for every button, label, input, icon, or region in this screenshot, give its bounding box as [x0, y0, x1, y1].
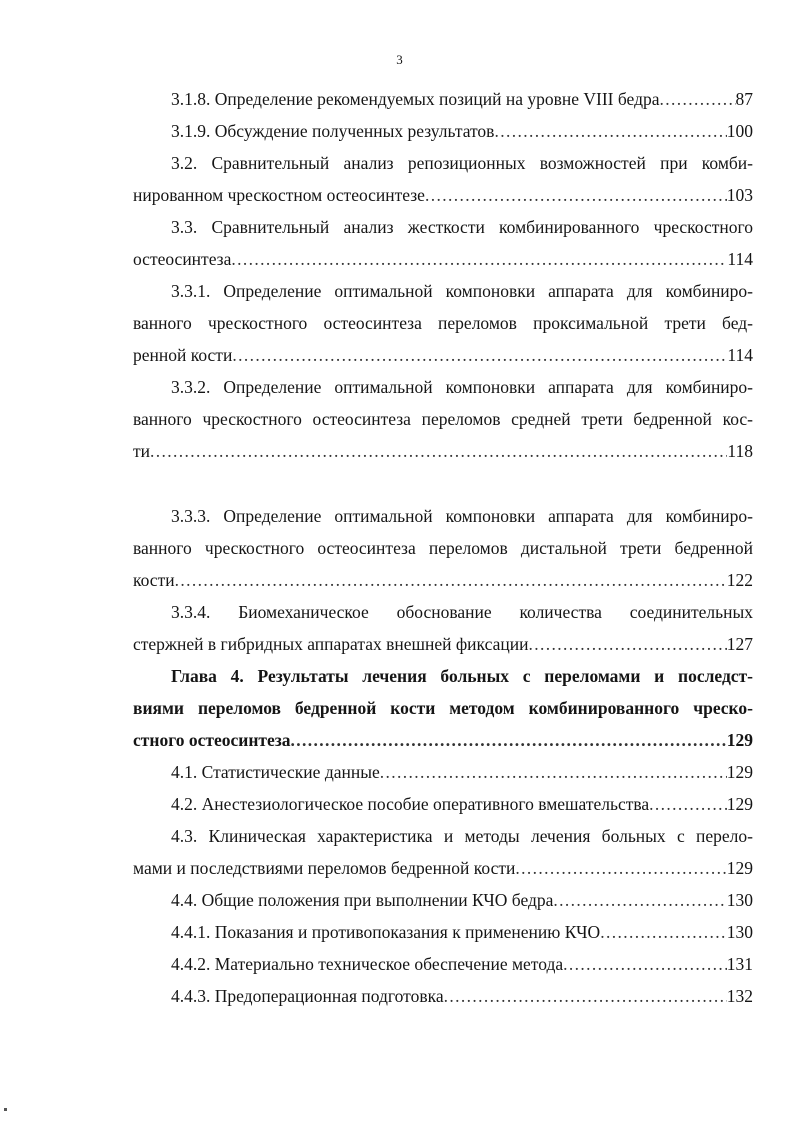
toc-line-e332-3: [133, 435, 753, 467]
toc-entry-text: 4.4.3. Предоперационная подготовка: [171, 986, 444, 1006]
toc-line-e332-1: 3.3.2. Определение оптимальной компоновки аппарата для комбиниро-: [171, 377, 753, 397]
toc-page-number: 130: [726, 890, 753, 910]
leader-dots: [660, 83, 736, 115]
toc-line-e33-2: [133, 243, 753, 275]
toc-entry-text: 4.2. Анестезиологическое пособие оперативного вмешательства: [171, 794, 650, 814]
leader-dots: [553, 884, 726, 916]
leader-dots: [649, 788, 727, 820]
toc-page-number: 132: [726, 986, 753, 1006]
toc-entry-text: 4.4. Общие положения при выполнении КЧО бедра: [171, 890, 554, 910]
leader-dots: [425, 179, 727, 211]
toc-entry-text: стного остеосинтеза: [133, 730, 291, 750]
leader-dots: [494, 115, 726, 147]
leader-dots: [175, 564, 727, 596]
toc-entry-text: 4.4.1. Показания и противопоказания к применению КЧО: [171, 922, 601, 942]
toc-line-e32-1: 3.2. Сравнительный анализ репозиционных возможностей при комби-: [171, 153, 753, 173]
toc-page-number: 129: [726, 730, 753, 750]
toc-line-e32-2: [133, 179, 753, 211]
toc-entry-text: 3.1.9. Обсуждение полученных результатов: [171, 121, 495, 141]
toc-line-e44-1: [133, 884, 753, 916]
toc-line-e333-3: [133, 564, 753, 596]
toc-entry-text: мами и последствиями переломов бедренной кости: [133, 858, 516, 878]
toc-line-e41-1: [133, 756, 753, 788]
scan-speck: [4, 1108, 7, 1111]
toc-entry-text: 3.1.8. Определение рекомендуемых позиций на уровне VIII бедра: [171, 89, 660, 109]
toc-entry-text: стержней в гибридных аппаратах внешней фиксации: [133, 634, 529, 654]
leader-dots: [231, 243, 727, 275]
toc-line-e333-1: 3.3.3. Определение оптимальной компоновки аппарата для комбиниро-: [171, 506, 753, 526]
toc-page-number: 131: [726, 954, 753, 974]
leader-dots: [380, 756, 727, 788]
toc-line-e42-1: [133, 788, 753, 820]
toc-page-number: 118: [727, 441, 753, 461]
toc-entry-text: нированном чрескостном остеосинтезе: [133, 185, 425, 205]
toc-page-number: 129: [726, 794, 753, 814]
toc-page-number: 127: [726, 634, 753, 654]
toc-line-ch4-1: Глава 4. Результаты лечения больных с переломами и последст-: [171, 666, 753, 686]
toc-line-e319-1: [133, 115, 753, 147]
toc-line-e333-2: ванного чрескостного остеосинтеза переломов дистальной трети бедренной: [133, 538, 753, 558]
toc-line-e331-3: [133, 339, 753, 371]
toc-page-number: 129: [726, 762, 753, 782]
toc-page-number: 87: [735, 89, 753, 109]
leader-dots: [444, 980, 727, 1012]
leader-dots: [600, 916, 727, 948]
toc-line-e33-1: 3.3. Сравнительный анализ жесткости комбинированного чрескостного: [171, 217, 753, 237]
leader-dots: [291, 724, 727, 756]
toc-line-e442-1: [133, 948, 753, 980]
toc-page-number: 103: [726, 185, 753, 205]
toc-page-number: 114: [727, 345, 753, 365]
toc-entry-text: ти: [133, 441, 151, 461]
toc-entry-text: ренной кости: [133, 345, 233, 365]
toc-entry-text: кости: [133, 570, 175, 590]
toc-line-e443-1: [133, 980, 753, 1012]
page-number: 3: [396, 52, 403, 67]
toc-line-ch4-3: [133, 724, 753, 756]
toc-line-e331-1: 3.3.1. Определение оптимальной компоновки аппарата для комбиниро-: [171, 281, 753, 301]
toc-page-number: 114: [727, 249, 753, 269]
toc-line-e334-1: 3.3.4. Биомеханическое обоснование количества соединительных: [171, 602, 753, 622]
toc-entry-text: 4.4.2. Материально техническое обеспечение метода: [171, 954, 564, 974]
toc-line-e441-1: [133, 916, 753, 948]
toc-page-number: 130: [726, 922, 753, 942]
toc-page-number: 122: [726, 570, 753, 590]
toc-line-e332-2: ванного чрескостного остеосинтеза переломов средней трети бедренной кос-: [133, 409, 753, 429]
leader-dots: [515, 852, 726, 884]
toc-page-number: 100: [726, 121, 753, 141]
leader-dots: [150, 435, 727, 467]
toc-line-ch4-2: виями переломов бедренной кости методом комбинированного чреско-: [133, 698, 753, 718]
toc-page-number: 129: [726, 858, 753, 878]
toc-entry-text: 4.1. Статистические данные: [171, 762, 380, 782]
toc-line-e331-2: ванного чрескостного остеосинтеза переломов проксимальной трети бед-: [133, 313, 753, 333]
leader-dots: [563, 948, 727, 980]
leader-dots: [232, 339, 727, 371]
toc-entry-text: остеосинтеза: [133, 249, 232, 269]
leader-dots: [528, 628, 726, 660]
toc-line-e318-1: [133, 83, 753, 115]
toc-line-e43-1: 4.3. Клиническая характеристика и методы лечения больных с перело-: [171, 826, 753, 846]
toc-line-e43-2: [133, 852, 753, 884]
toc-line-e334-2: [133, 628, 753, 660]
